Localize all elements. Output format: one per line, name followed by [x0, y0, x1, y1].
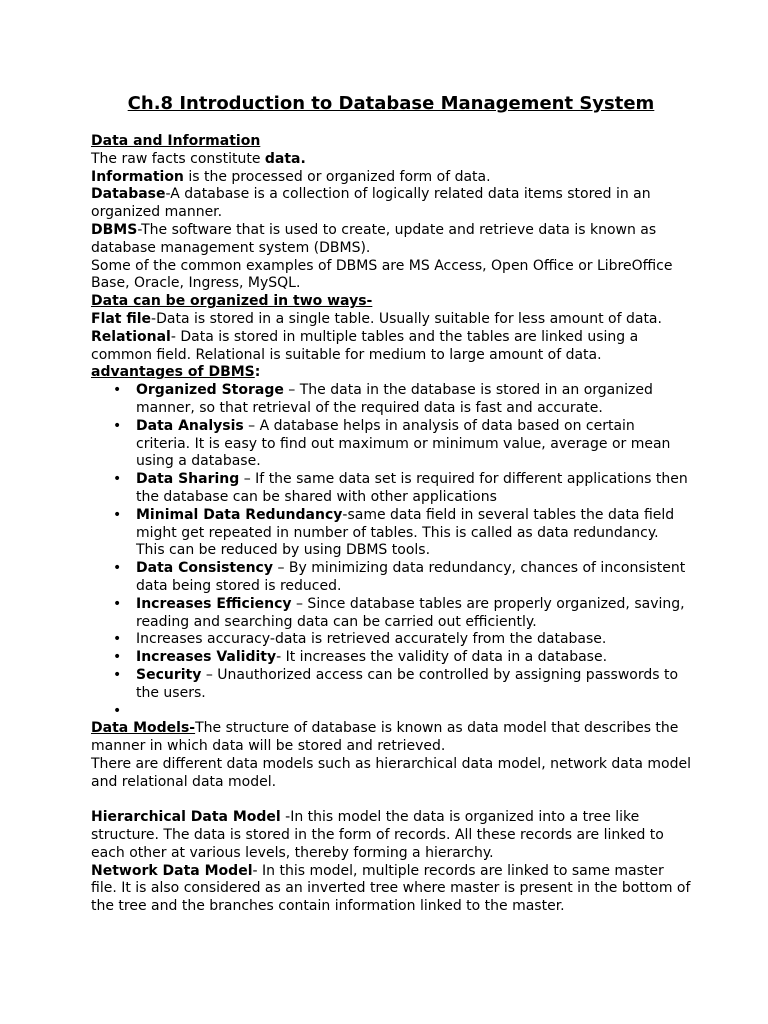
advantage-term: Organized Storage: [136, 382, 284, 399]
advantage-text: – Unauthorized access can be controlled by assigning passwords to the users.: [136, 666, 679, 701]
advantage-text: – A database helps in analysis of data based on certain criteria. It is easy to find out maximum or minimum value, average or mean using a database.: [136, 417, 671, 470]
bullet-icon: •: [113, 506, 122, 523]
advantage-term: Data Consistency: [136, 560, 273, 577]
advantage-text: Increases accuracy-data is retrieved accurately from the database.: [136, 631, 607, 648]
list-item: [113, 649, 691, 667]
advantage-term: Data Sharing: [136, 471, 240, 488]
bullet-icon: •: [113, 417, 122, 434]
flat-file-text: -Data is stored in a single table. Usually suitable for less amount of data.: [151, 310, 662, 327]
bullet-icon: •: [113, 666, 122, 683]
database-term: Database: [91, 186, 166, 203]
advantage-term: Security: [136, 666, 202, 683]
network-paragraph: [91, 863, 691, 916]
data-models-types-paragraph: There are different data models such as hierarchical data model, network data model and relational data model.: [91, 755, 691, 790]
advantage-term: Minimal Data Redundancy: [136, 506, 343, 523]
dbms-examples-paragraph: Some of the common examples of DBMS are MS Access, Open Office or LibreOffice Base, Oracle, Ingress, MySQL.: [91, 257, 673, 292]
list-item: [113, 631, 691, 649]
advantages-heading: advantages of DBMS: [91, 364, 255, 381]
hierarchical-term: Hierarchical Data Model: [91, 809, 281, 826]
list-item: [113, 595, 691, 632]
database-paragraph: [91, 186, 691, 222]
flat-file-paragraph: [91, 311, 691, 329]
data-models-intro: The structure of database is known as data model that describes the manner in which data will be stored and retrieved.: [91, 720, 679, 755]
bullet-icon: •: [113, 649, 122, 666]
bullet-icon: •: [113, 702, 122, 719]
raw-facts-paragraph: [91, 151, 691, 169]
list-item: [113, 506, 691, 560]
raw-facts-text: The raw facts constitute: [91, 150, 265, 167]
dbms-text: -The software that is used to create, update and retrieve data is known as database management system (DBMS).: [91, 221, 657, 256]
bullet-icon: •: [113, 560, 122, 577]
advantage-text: – Since database tables are properly organized, saving, reading and searching data can be carried out efficiently.: [136, 595, 685, 630]
list-item: [113, 382, 691, 418]
network-text: - In this model, multiple records are linked to same master file. It is also considered as an inverted tree where master is present in the bottom of the tree and the branches contain information linked to the master.: [91, 862, 691, 915]
advantage-term: Increases Efficiency: [136, 595, 292, 612]
raw-facts-term: data.: [264, 150, 306, 167]
information-term: Information: [91, 168, 184, 185]
network-term: Network Data Model: [91, 862, 253, 879]
relational-paragraph: [91, 329, 691, 365]
information-paragraph: [91, 169, 691, 187]
bullet-icon: •: [113, 595, 122, 612]
advantage-text: – If the same data set is required for different applications then the database can be shared with other applications: [136, 471, 688, 505]
hierarchical-text: -In this model the data is organized into a tree like structure. The data is stored in the form of records. All these records are linked to each other at various levels, thereby forming a hierarchy.: [91, 809, 664, 861]
advantages-heading-line: [91, 364, 691, 382]
advantages-heading-suffix: :: [254, 364, 261, 381]
list-item: [113, 560, 691, 596]
list-item: [113, 417, 691, 471]
dbms-paragraph: [91, 222, 691, 258]
relational-text: - Data is stored in multiple tables and the tables are linked using a common field. Relational is suitable for medium to large amount of data.: [91, 328, 639, 363]
advantage-text: – By minimizing data redundancy, chances of inconsistent data being stored is reduced.: [136, 560, 686, 594]
page-title: Ch.8 Introduction to Database Management System: [127, 93, 655, 114]
bullet-icon: •: [113, 382, 122, 399]
flat-file-term: Flat file: [91, 310, 152, 327]
list-item: [113, 471, 691, 507]
database-text: -A database is a collection of logically related data items stored in an organized manner.: [91, 186, 651, 221]
bullet-icon: •: [113, 471, 122, 488]
organized-heading-line: [91, 293, 691, 311]
data-models-paragraph: [91, 720, 691, 756]
list-item: [113, 702, 691, 721]
bullet-icon: •: [113, 631, 122, 648]
data-info-heading-line: [91, 133, 691, 151]
document-page: [91, 92, 691, 916]
data-info-heading: Data and Information: [91, 133, 261, 149]
dbms-term: DBMS: [91, 221, 138, 238]
advantage-text: -same data field in several tables the data field might get repeated in number of tables. This is called as data redundancy. This can be reduced by using DBMS tools.: [136, 506, 675, 559]
advantage-text: - It increases the validity of data in a database.: [276, 649, 608, 666]
advantage-text: – The data in the database is stored in an organized manner, so that retrieval of the required data is fast and accurate.: [136, 382, 653, 416]
advantage-term: Increases Validity: [136, 649, 277, 666]
information-text: is the processed or organized form of data.: [183, 168, 491, 185]
hierarchical-paragraph: [91, 809, 691, 862]
data-models-heading: Data Models-: [91, 720, 196, 737]
organized-heading-suffix: -: [366, 293, 373, 310]
advantage-term: Data Analysis: [136, 417, 244, 434]
blank-line: [91, 791, 691, 809]
relational-term: Relational: [91, 328, 171, 345]
advantages-list: [91, 382, 691, 720]
list-item: [113, 666, 691, 703]
organized-heading: Data can be organized in two ways: [91, 293, 367, 310]
